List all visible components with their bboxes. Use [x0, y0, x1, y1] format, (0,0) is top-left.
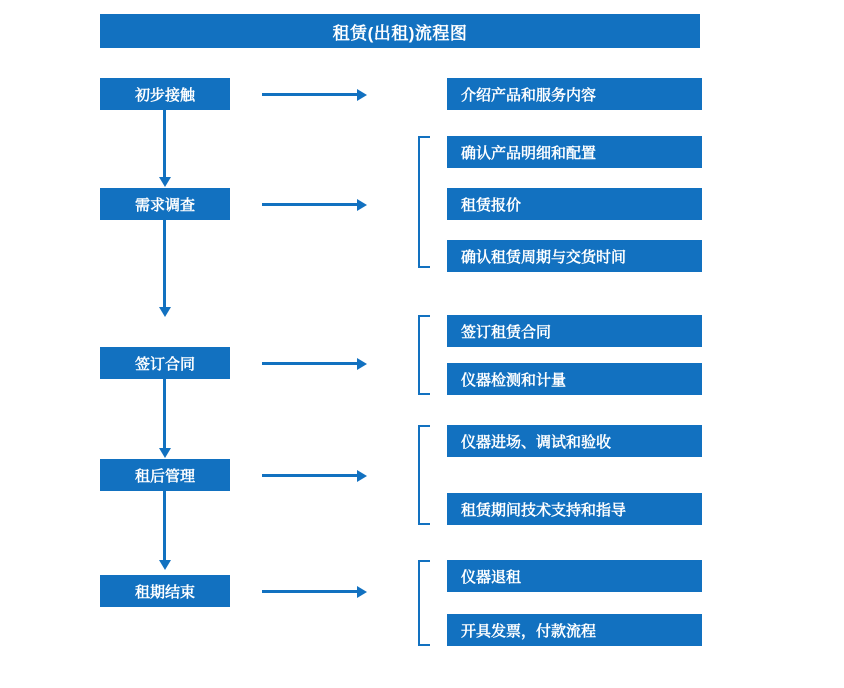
detail-node-5-2: 开具发票，付款流程	[447, 614, 702, 646]
stage-node-2: 需求调查	[100, 188, 230, 220]
arrow-stage-2	[262, 203, 358, 206]
bracket-stage-3	[418, 315, 430, 395]
bracket-stage-4	[418, 425, 430, 525]
detail-node-4-1: 仪器进场、调试和验收	[447, 425, 702, 457]
detail-node-3-1: 签订租赁合同	[447, 315, 702, 347]
arrow-stage-5	[262, 590, 358, 593]
arrow-stage-1	[262, 93, 358, 96]
detail-node-4-2: 租赁期间技术支持和指导	[447, 493, 702, 525]
connector-3-4	[163, 379, 166, 449]
stage-node-5: 租期结束	[100, 575, 230, 607]
detail-node-3-2: 仪器检测和计量	[447, 363, 702, 395]
connector-4-5	[163, 491, 166, 561]
detail-node-5-1: 仪器退租	[447, 560, 702, 592]
arrow-stage-3	[262, 362, 358, 365]
arrow-stage-4	[262, 474, 358, 477]
connector-1-2	[163, 110, 166, 178]
connector-2-3	[163, 220, 166, 308]
detail-node-2-2: 租赁报价	[447, 188, 702, 220]
stage-node-4: 租后管理	[100, 459, 230, 491]
stage-node-1: 初步接触	[100, 78, 230, 110]
bracket-stage-5	[418, 560, 430, 646]
detail-node-2-1: 确认产品明细和配置	[447, 136, 702, 168]
detail-node-1-1: 介绍产品和服务内容	[447, 78, 702, 110]
detail-node-2-3: 确认租赁周期与交货时间	[447, 240, 702, 272]
diagram-title: 租赁(出租)流程图	[100, 14, 700, 48]
bracket-stage-2	[418, 136, 430, 268]
stage-node-3: 签订合同	[100, 347, 230, 379]
